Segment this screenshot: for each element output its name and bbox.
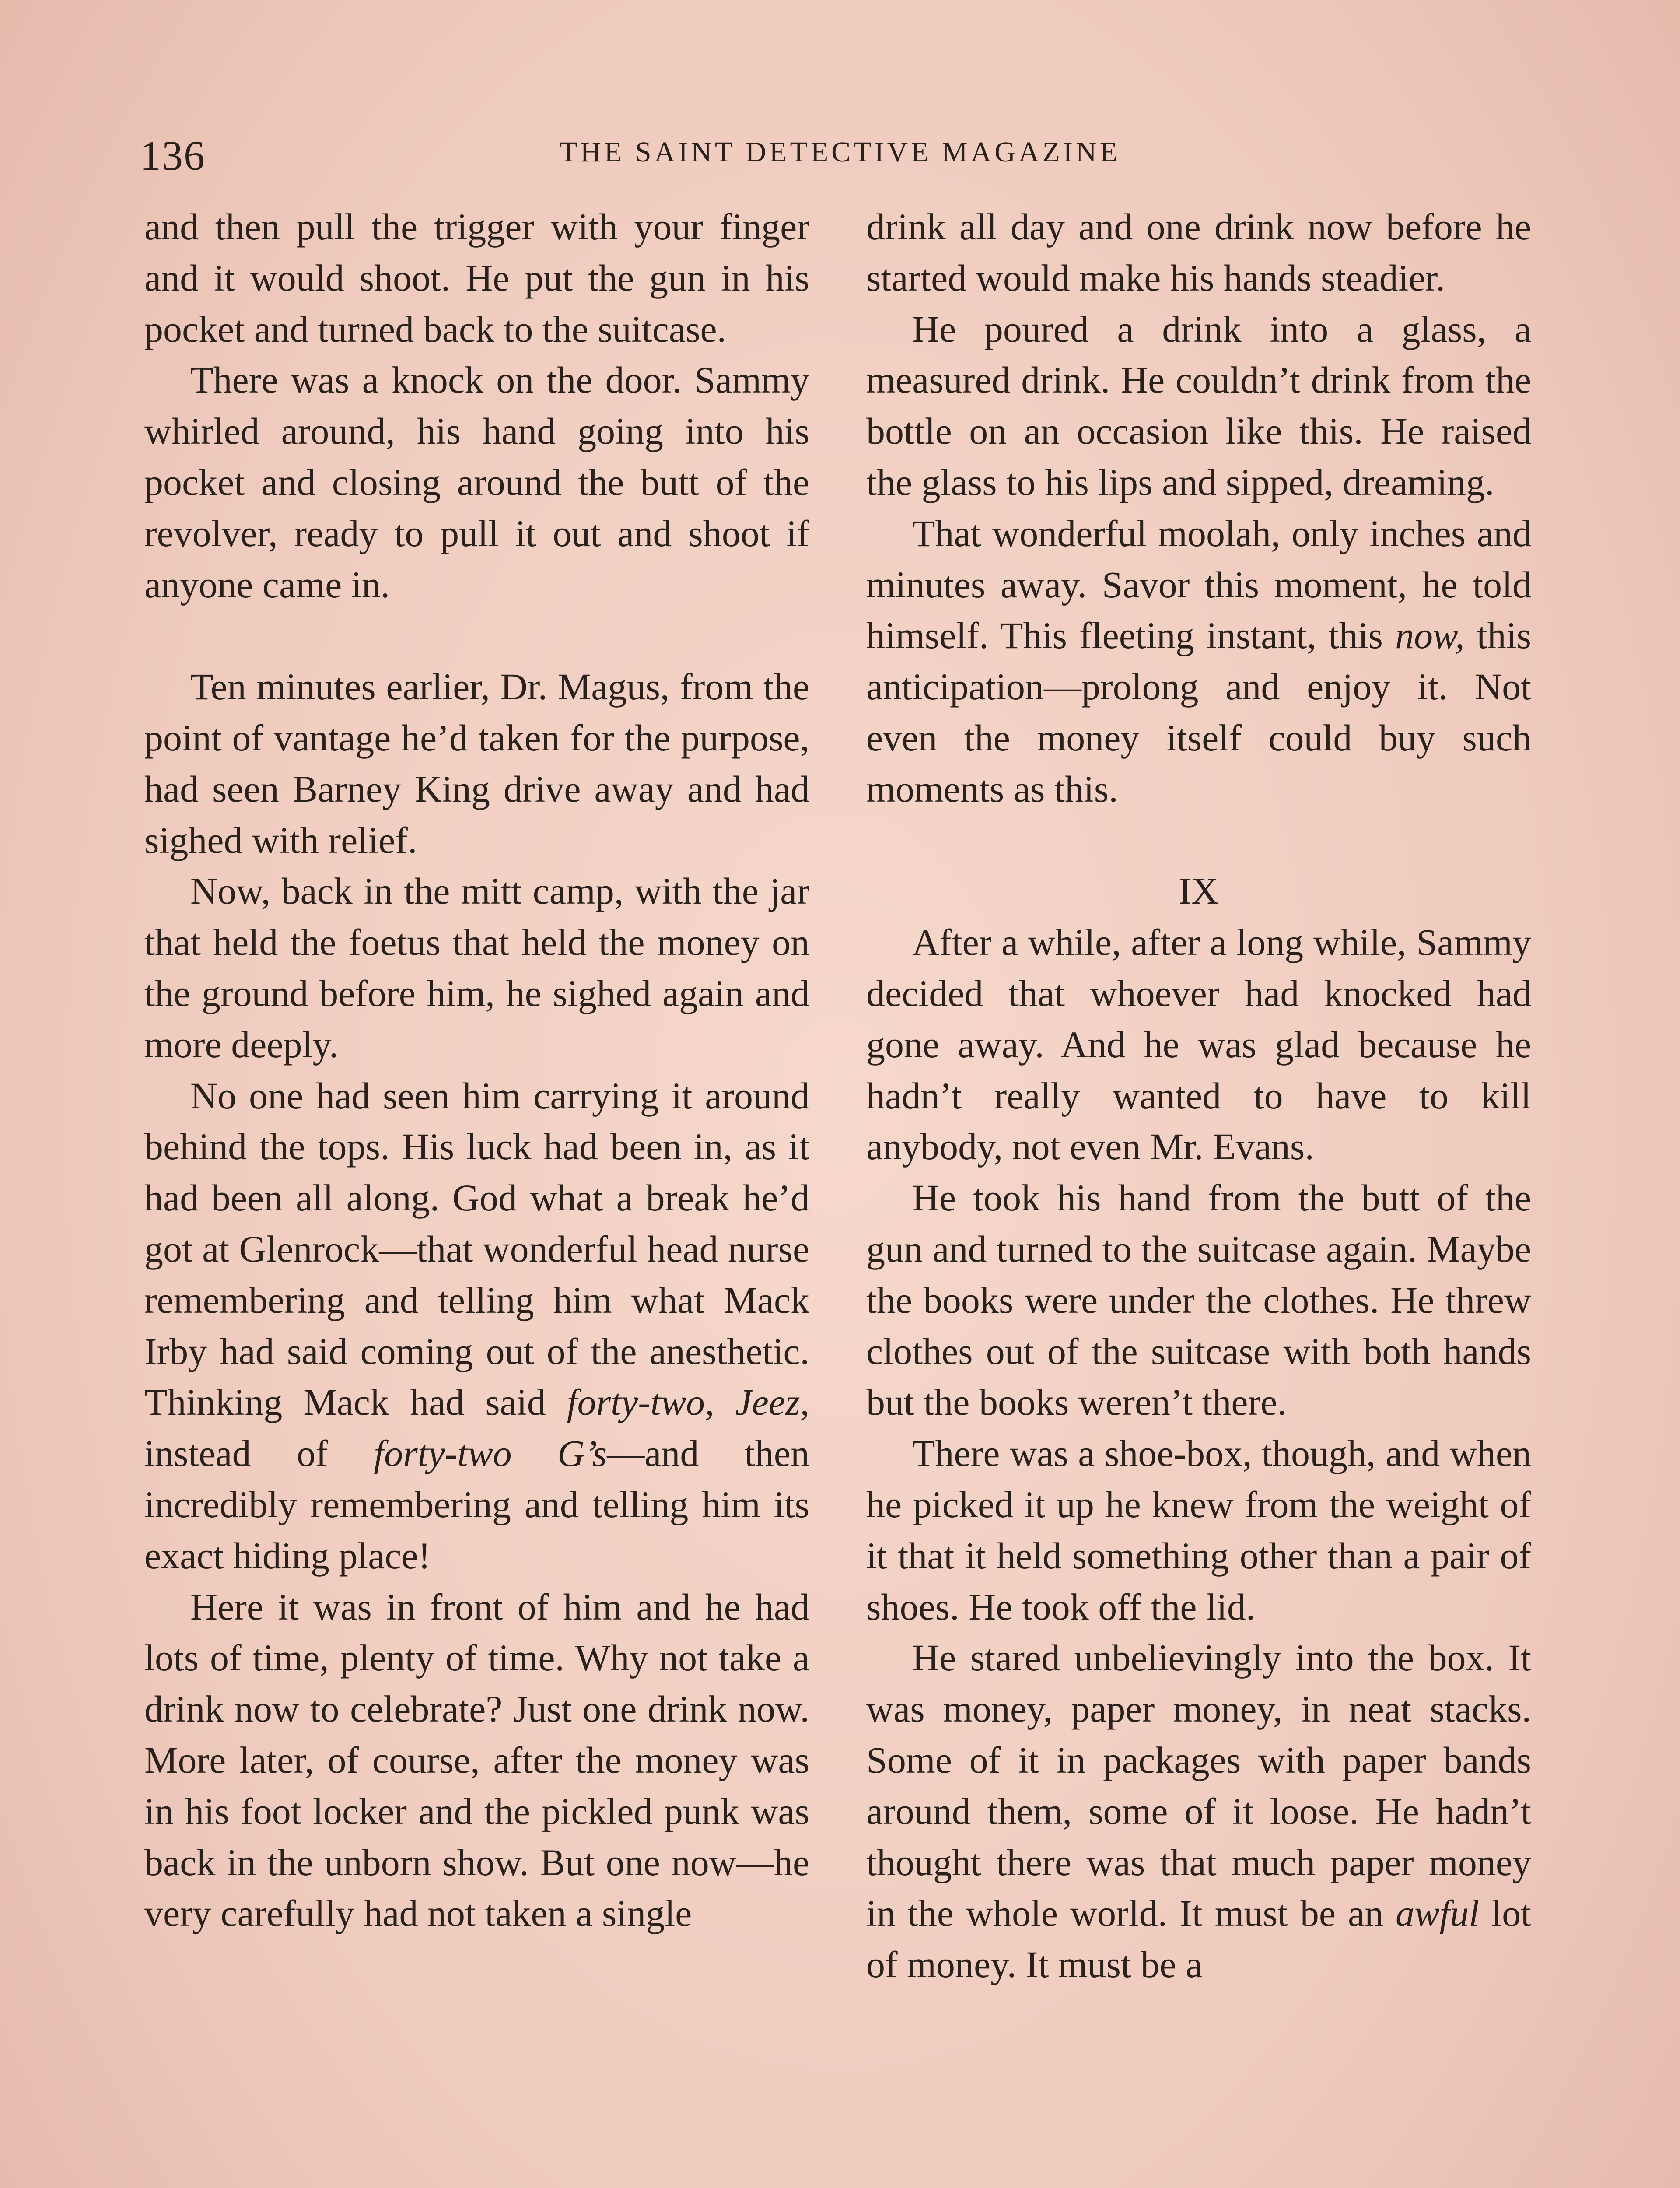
text-run: instead of <box>144 1432 374 1475</box>
page-header <box>140 131 1540 188</box>
paragraph <box>144 1070 809 1581</box>
paragraph: There was a shoe-box, though, and when he picked it up he knew from the weight of it that it held something other than a pair of shoes. He took off the lid. <box>866 1432 1531 1628</box>
paragraph: He poured a drink into a glass, a measured drink. He couldn’t drink from the bottle on an occasion like this. He raised the glass to his lips and sipped, dreaming. <box>866 308 1531 503</box>
italic-text: now, <box>1395 614 1465 657</box>
page-number: 136 <box>140 132 206 179</box>
italic-text: forty-two, Jeez, <box>567 1381 809 1424</box>
text-run: this anticipation—prolong and enjoy it. Not even the money itself could buy such moments as this. <box>866 614 1531 810</box>
text-run: He stared unbelievingly into the box. It was money, paper money, in neat stacks. Some of it in packages with paper bands around them, some of it loose. He hadn’t thought there was that much paper money in the whole world. It must be an <box>866 1637 1531 1935</box>
paragraph: Now, back in the mitt camp, with the jar that held the foetus that held the money on the ground before him, he sighed again and more deeply. <box>144 870 809 1066</box>
paragraph: He took his hand from the butt of the gun and turned to the suitcase again. Maybe the books were under the clothes. He threw clothes out of the suitcase with both hands but the books weren’t there. <box>866 1177 1531 1424</box>
scene-break <box>144 610 809 661</box>
text-run: That wonderful moolah, only inches and minutes away. Savor this moment, he told himself. This fleeting instant, this <box>866 512 1531 657</box>
left-column <box>144 201 809 1939</box>
paragraph: drink all day and one drink now before he started would make his hands steadier. <box>866 206 1531 299</box>
paragraph <box>866 1632 1531 1990</box>
text-run: No one had seen him carrying it around behind the tops. His luck had been in, as it had been all along. God what a break he’d got at Glenrock—that wonderful head nurse remembering and telling him what Mack Irby had said coming out of the anesthetic. Thinking Mack had said <box>144 1074 809 1424</box>
paragraph <box>866 508 1531 815</box>
paragraph: There was a knock on the door. Sammy whirled around, his hand going into his pocket and closing around the butt of the revolver, ready to pull it out and shoot if anyone came in. <box>144 359 809 606</box>
paragraph: and then pull the trigger with your finger and it would shoot. He put the gun in his pocket and turned back to the suitcase. <box>144 206 809 350</box>
chapter-number: IX <box>1179 870 1219 912</box>
right-column <box>866 201 1531 1990</box>
paragraph: Ten minutes earlier, Dr. Magus, from the point of vantage he’d taken for the purpose, had seen Barney King drive away and had sighed with relief. <box>144 666 809 861</box>
paragraph: After a while, after a long while, Sammy decided that whoever had knocked had gone away. And he was glad because he hadn’t really wanted to have to kill anybody, not even Mr. Evans. <box>866 921 1531 1168</box>
text-run: lot of money. It must be a <box>866 1892 1531 1986</box>
text-run: —and then incredibly remembering and telling him its exact hiding place! <box>144 1432 809 1577</box>
paragraph: Here it was in front of him and he had lots of time, plenty of time. Why not take a drink now to celebrate? Just one drink now. More later, of course, after the money was in his foot locker and the pickled punk was back in the unborn show. But one now—he very carefully had not taken a single <box>144 1585 809 1935</box>
italic-text: awful <box>1396 1892 1480 1935</box>
running-title: THE SAINT DETECTIVE MAGAZINE <box>560 136 1120 168</box>
section-gap <box>866 815 1531 866</box>
italic-text: forty-two G’s <box>374 1432 607 1475</box>
